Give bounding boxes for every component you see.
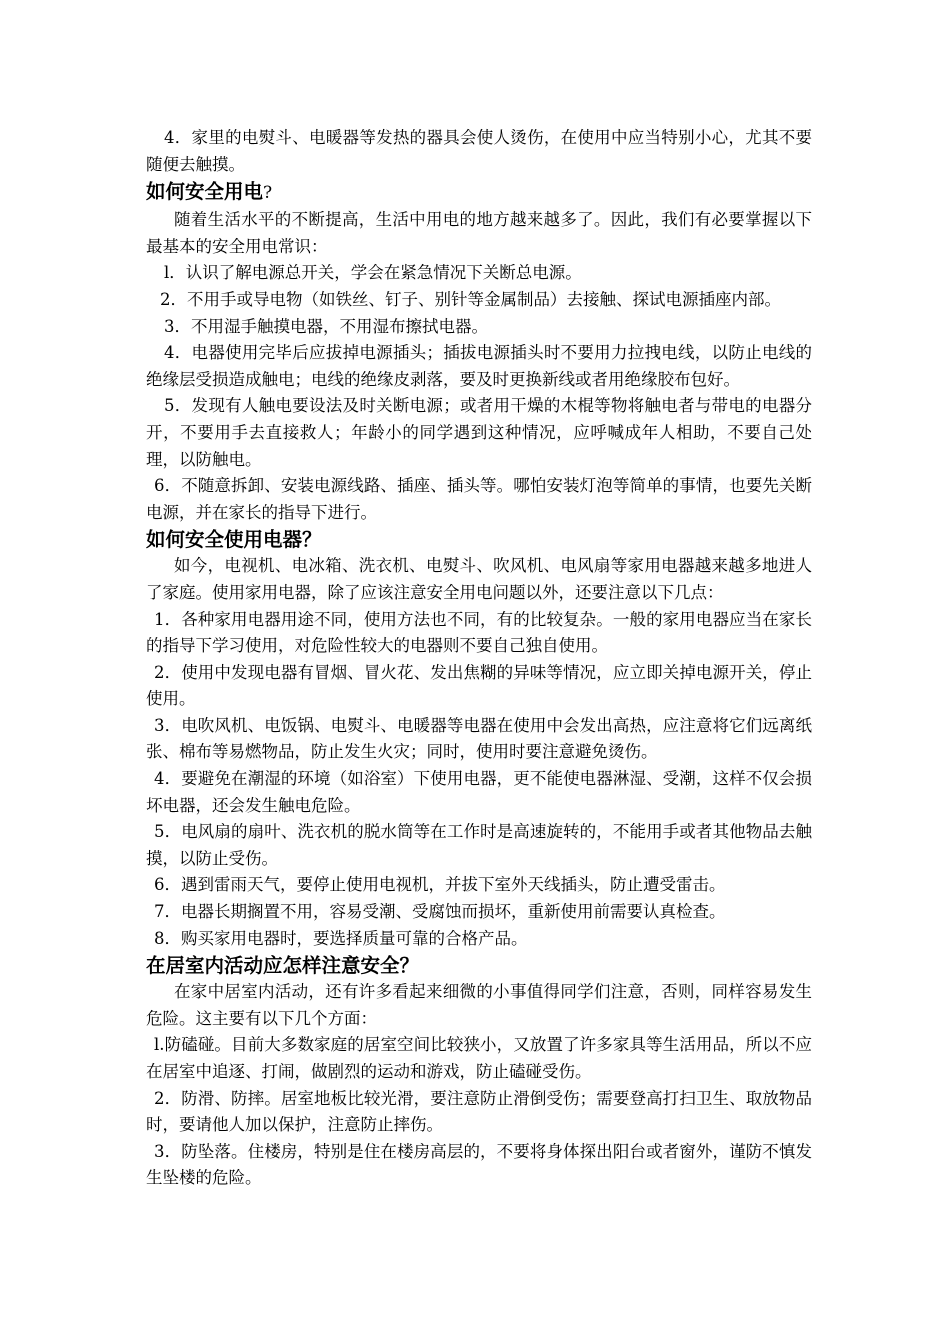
section3-heading: 在居室内活动应怎样注意安全？ [146,954,420,978]
section1-item-4: 4．电器使用完毕后应拔掉电源插头；插拔电源插头时不要用力拉拽电线，以防止电线的绝缘层受损造成触电；电线的绝缘皮剥落，要及时更换新线或者用绝缘胶布包好。 [146,343,812,389]
section2-item-6: 6．遇到雷雨天气，要停止使用电视机，并拔下室外天线插头，防止遭受雷击。 [154,875,726,895]
section2-item-3: 3．电吹风机、电饭锅、电熨斗、电暖器等电器在使用中会发出高热，应注意将它们远离纸张、棉布等易燃物品，防止发生火灾；同时，使用时要注意避免烫伤。 [146,715,812,762]
section1-heading-mark: ? [263,183,273,204]
intro-item-4: 4．家里的电熨斗、电暖器等发热的器具会使人烫伤，在使用中应当特别小心，尤其不要随便去触摸。 [146,128,812,174]
section2-heading: 如何安全使用电器？ [146,528,322,552]
section3-item-3: 3．防坠落。住楼房，特别是住在楼房高层的，不要将身体探出阳台或者窗外，谨防不慎发生坠楼的危险。 [146,1141,812,1188]
section1-heading [146,178,812,207]
section2-item-1: 1．各种家用电器用途不同，使用方法也不同，有的比较复杂。一般的家用电器应当在家长的指导下学习使用，对危险性较大的电器则不要自己独自使用。 [146,609,812,656]
section1-heading-text: 如何安全用电 [146,180,264,204]
section3-body: 在家中居室内活动，还有许多看起来细微的小事值得同学们注意，否则，同样容易发生危险。这主要有以下几个方面： [146,982,812,1028]
section2-item-4: 4．要避免在潮湿的环境（如浴室）下使用电器，更不能使电器淋湿、受潮，这样不仅会损坏电器，还会发生触电危险。 [146,769,812,815]
section3-item-1: l.防磕碰。目前大多数家庭的居室空间比较狭小，又放置了许多家具等生活用品，所以不应在居室中追逐、打闹，做剧烈的运动和游戏，防止磕碰受伤。 [146,1035,812,1081]
document-page [146,125,812,1192]
section1-item-5: 5．发现有人触电要设法及时关断电源；或者用干燥的木棍等物将触电者与带电的电器分开，不要用手去直接救人；年龄小的同学遇到这种情况，应呼喊成年人相助，不要自己处理，以防触电。 [146,396,812,469]
section1-item-2: 2．不用手或导电物（如铁丝、钉子、别针等金属制品）去接触、探试电源插座内部。 [160,289,781,309]
section1-item-6: 6．不随意拆卸、安装电源线路、插座、插头等。哪怕安装灯泡等简单的事情，也要先关断电源，并在家长的指导下进行。 [146,476,812,522]
section3-item-2: 2．防滑、防摔。居室地板比较光滑，要注意防止滑倒受伤；需要登高打扫卫生、取放物品时，要请他人加以保护，注意防止摔伤。 [146,1088,812,1135]
section1-item-1: l．认识了解电源总开关，学会在紧急情况下关断总电源。 [164,263,582,283]
section2-item-5: 5．电风扇的扇叶、洗衣机的脱水筒等在工作时是高速旋转的，不能用手或者其他物品去触摸，以防止受伤。 [146,822,812,868]
section1-body: 随着生活水平的不断提高，生活中用电的地方越来越多了。因此，我们有必要掌握以下最基本的安全用电常识： [146,210,812,256]
section1-item-3: 3．不用湿手触摸电器，不用湿布擦拭电器。 [164,316,488,336]
section2-item-2: 2．使用中发现电器有冒烟、冒火花、发出焦糊的异味等情况，应立即关掉电源开关，停止使用。 [146,662,812,709]
section2-body: 如今，电视机、电冰箱、洗衣机、电熨斗、吹风机、电风扇等家用电器越来越多地进人了家庭。使用家用电器，除了应该注意安全用电问题以外，还要注意以下几点： [146,556,812,602]
section2-item-7: 7．电器长期搁置不用，容易受潮、受腐蚀而损坏，重新使用前需要认真检查。 [154,902,726,922]
section2-item-8: 8．购买家用电器时，要选择质量可靠的合格产品。 [154,928,528,948]
